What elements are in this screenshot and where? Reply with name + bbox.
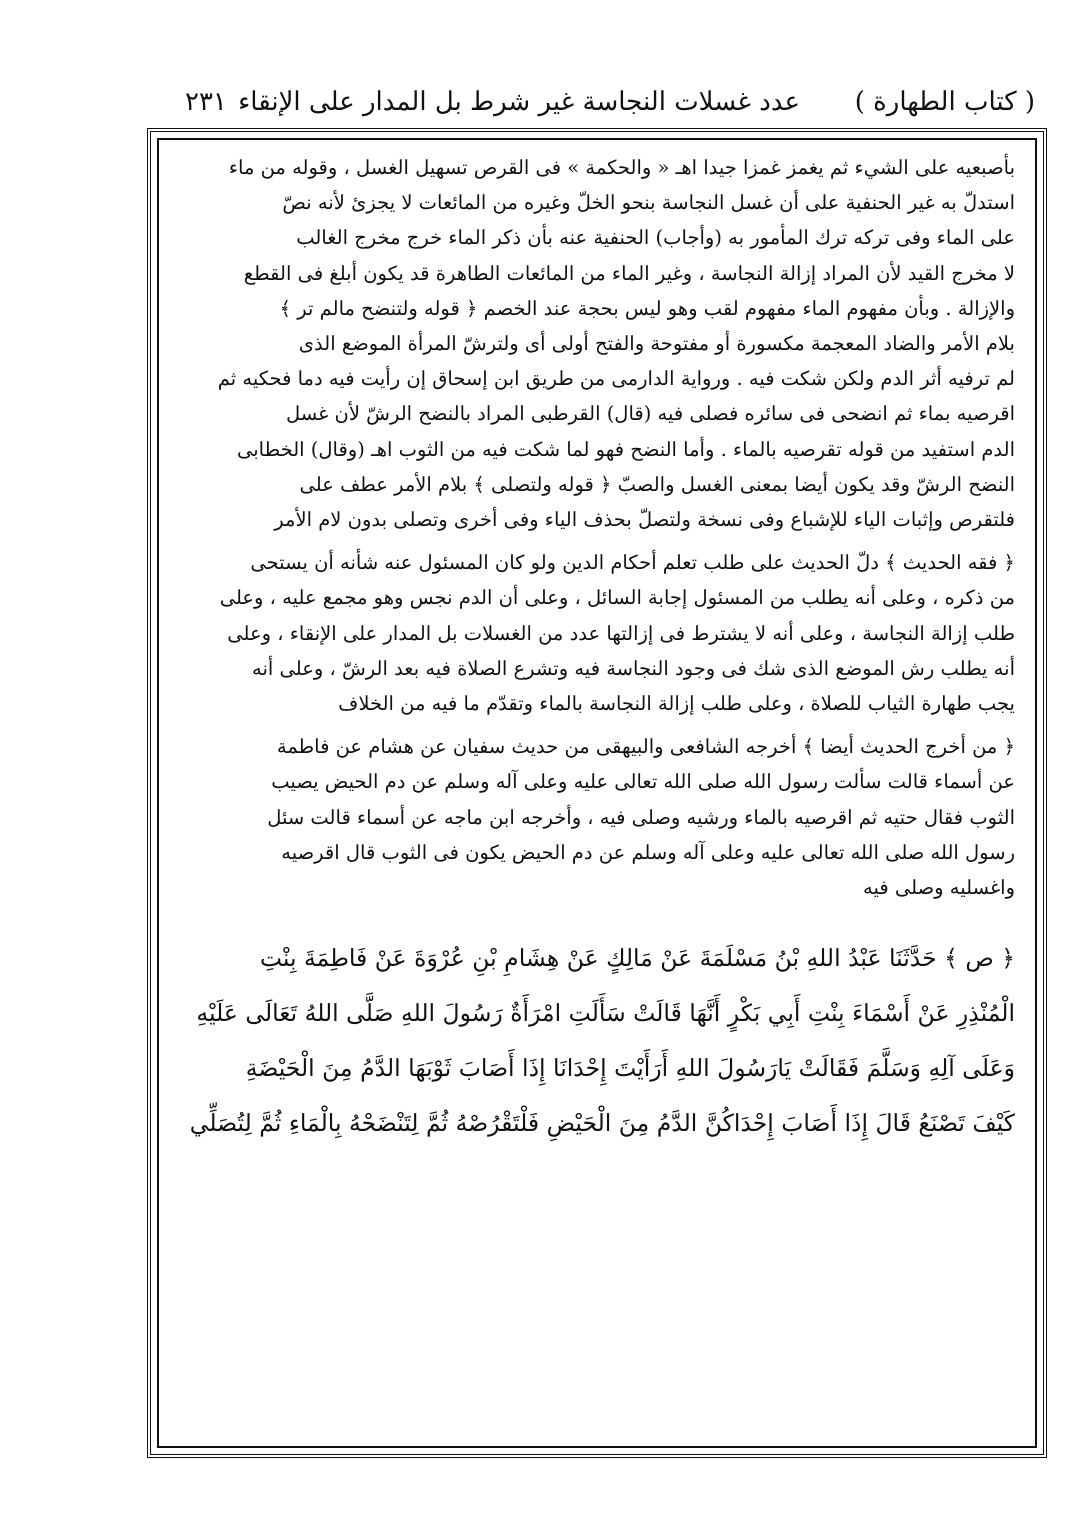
text-line: بلام الأمر والضاد المعجمة مكسورة أو مفتوحة والفتح أولى أى ولترشّ المرأة الموضع الذى: [298, 332, 1015, 356]
commentary-block-takhrij: [180, 729, 1015, 905]
hadith-line: وَعَلَى آلِهِ وَسَلَّمَ فَقَالَتْ يَارَسُولَ اللهِ أَرَأَيْتَ إِحْدَانَا إِذَا أَصَابَ ثَوْبَهَا الدَّمُ مِنَ الْحَيْضَةِ: [245, 1054, 1015, 1083]
text-line: الدم استفيد من قوله تقرصيه بالماء . وأما النضح فهو لما شكت فيه من الثوب اهـ (وقال) الخطابى: [236, 437, 1015, 461]
text-line: والإزالة . وبأن مفهوم الماء مفهوم لقب وهو ليس بحجة عند الخصم ﴿ قوله ولتنضح مالم تر ﴾: [279, 296, 1015, 320]
text-line: أنه يطلب رش الموضع الذى شك فى وجود النجاسة فيه وتشرع الصلاة فيه بعد الرشّ ، وعلى أنه: [252, 656, 1015, 680]
text-line: عن أسماء قالت سألت رسول الله صلى الله تعالى عليه وعلى آله وسلم عن دم الحيض يصيب: [271, 770, 1015, 794]
page-body: [180, 150, 1015, 1435]
text-line: استدلّ به غير الحنفية على أن غسل النجاسة بنحو الخلّ وغيره من المائعات لا يجزئ لأنه نصّ: [282, 191, 1015, 215]
hadith-text: [180, 931, 1015, 1151]
text-line: ﴿ من أخرج الحديث أيضا ﴾ أخرجه الشافعى والبيهقى من حديث سفيان عن هشام عن فاطمة: [276, 735, 1015, 759]
hadith-line: كَيْفَ تَصْنَعُ قَالَ إِذَا أَصَابَ إِحْدَاكُنَّ الدَّمُ مِنَ الْحَيْضِ فَلْتَقْرُصْهُ ثُمَّ لِتَنْضَحْهُ بِالْمَاءِ ثُمَّ لِتُصَلِّي: [189, 1109, 1015, 1138]
running-title: عدد غسلات النجاسة غير شرط بل المدار على الإنقاء: [238, 87, 800, 117]
page-number: ٢٣١: [185, 87, 227, 117]
text-line: اقرصيه بماء ثم انضحى فى سائره فصلى فيه (قال) القرطبى المراد بالنضح الرشّ لأن غسل: [285, 402, 1015, 426]
text-line: يجب طهارة الثياب للصلاة ، وعلى طلب إزالة النجاسة بالماء وتقدّم ما فيه من الخلاف: [338, 692, 1015, 716]
text-line: ﴿ فقه الحديث ﴾ دلّ الحديث على طلب تعلم أحكام الدين ولو كان المسئول عنه شأنه أن يستحى: [250, 551, 1015, 575]
text-line: الثوب فقال حتيه ثم اقرصيه بالماء ورشيه وصلى فيه ، وأخرجه ابن ماجه عن أسماء قالت سئل: [267, 805, 1015, 829]
hadith-line: ﴿ ص ﴾ حَدَّثَنَا عَبْدُ اللهِ بْنُ مَسْلَمَةَ عَنْ مَالِكٍ عَنْ هِشَامِ بْنِ عُرْوَةَ عَنْ فَاطِمَةَ بِنْتِ: [259, 944, 1015, 973]
commentary-block-1: [180, 150, 1015, 537]
text-line: واغسليه وصلى فيه: [863, 876, 1015, 900]
running-header: [155, 82, 1035, 122]
text-line: النضح الرشّ وقد يكون أيضا بمعنى الغسل والصبّ ﴿ قوله ولتصلى ﴾ بلام الأمر عطف على: [299, 472, 1015, 496]
chapter-title: ( كتاب الطهارة ): [854, 87, 1035, 117]
text-line: من ذكره ، وعلى أنه يطلب من المسئول إجابة السائل ، وعلى أن الدم نجس وهو مجمع عليه ، وعلى: [219, 586, 1015, 610]
text-line: لا مخرج القيد لأن المراد إزالة النجاسة ، وغير الماء من المائعات الطاهرة قد يكون أبلغ فى القطع: [243, 261, 1015, 285]
text-line: لم ترفيه أثر الدم ولكن شكت فيه . ورواية الدارمى من طريق ابن إسحاق إن رأيت فيه دما فحكيه ثم: [217, 367, 1015, 391]
text-line: فلتقرص وإثبات الياء للإشباع وفى نسخة ولتصلّ بحذف الياء وفى أخرى وتصلى بدون لام الأمر: [274, 508, 1015, 532]
text-line: على الماء وفى تركه ترك المأمور به (وأجاب) الحنفية عنه بأن ذكر الماء خرج مخرج الغالب: [296, 226, 1015, 250]
text-line: بأصبعيه على الشيء ثم يغمز غمزا جيدا اهـ « والحكمة » فى القرص تسهيل الغسل ، وقوله من ماء: [228, 156, 1015, 179]
text-line: رسول الله صلى الله تعالى عليه وعلى آله وسلم عن دم الحيض يكون فى الثوب قال اقرصيه: [281, 840, 1015, 864]
hadith-line: الْمُنْذِرِ عَنْ أَسْمَاءَ بِنْتِ أَبِي بَكْرٍ أَنَّهَا قَالَتْ سَأَلَتِ امْرَأَةٌ رَسُولَ اللهِ صَلَّى اللهُ تَعَالَى عَلَيْهِ: [196, 999, 1015, 1028]
text-line: طلب إزالة النجاسة ، وعلى أنه لا يشترط فى إزالتها عدد من الغسلات بل المدار على الإنقاء ، وعلى: [227, 621, 1015, 645]
commentary-block-fiqh: [180, 545, 1015, 721]
